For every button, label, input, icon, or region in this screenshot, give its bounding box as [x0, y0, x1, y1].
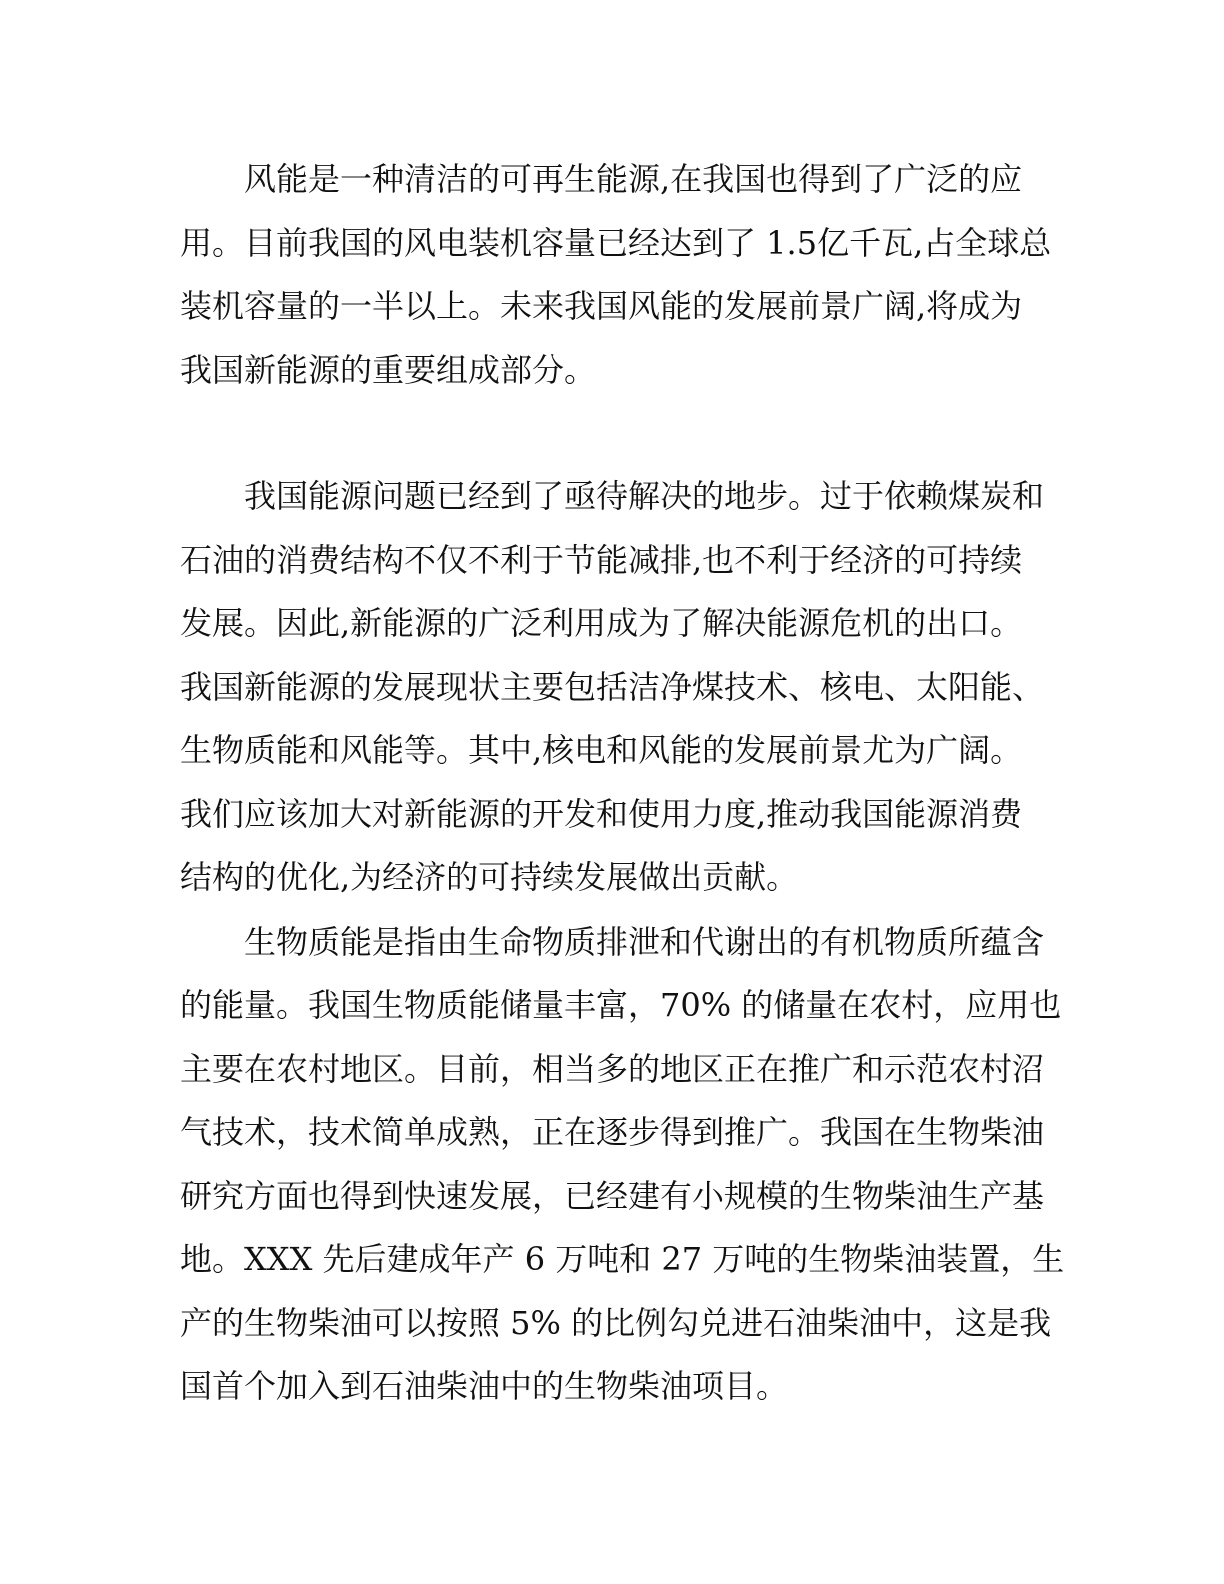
text-line: 生物质能和风能等。其中,核电和风能的发展前景尤为广阔。: [180, 731, 1023, 769]
text-line: 发展。因此,新能源的广泛利用成为了解决能源危机的出口。: [180, 604, 1023, 642]
text-line: 石油的消费结构不仅不利于节能减排,也不利于经济的可持续: [180, 540, 1023, 579]
document-body: [180, 148, 1065, 1419]
text-line: 我们应该加大对新能源的开发和使用力度,推动我国能源消费: [180, 794, 1023, 833]
text-line: 研究方面也得到快速发展，已经建有小规模的生物柴油生产基: [180, 1176, 1045, 1215]
paragraph-energy-problem: [180, 465, 1045, 910]
paragraph-biomass-energy: [180, 911, 1065, 1419]
text-line: 我国新能源的发展现状主要包括洁净煤技术、核电、太阳能、: [180, 667, 1045, 706]
text-line: 我国新能源的重要组成部分。: [180, 350, 597, 389]
text-line: 国首个加入到石油柴油中的生物柴油项目。: [180, 1367, 789, 1405]
text-line: 装机容量的一半以上。未来我国风能的发展前景广阔,将成为: [180, 287, 1023, 325]
text-line: 用。目前我国的风电装机容量已经达到了 1.5亿千瓦,占全球总: [180, 223, 1052, 262]
text-line: 产的生物柴油可以按照 5% 的比例勾兑进石油柴油中，这是我: [180, 1303, 1052, 1342]
text-line: 的能量。我国生物质能储量丰富，70% 的储量在农村，应用也: [180, 986, 1062, 1024]
paragraph-wind-energy: [180, 148, 1052, 402]
text-line: 地。XXX 先后建成年产 6 万吨和 27 万吨的生物柴油装置，生: [180, 1240, 1065, 1278]
text-line: 气技术，技术简单成熟，正在逐步得到推广。我国在生物柴油: [180, 1113, 1045, 1151]
text-line: 生物质能是指由生命物质排泄和代谢出的有机物质所蕴含: [244, 922, 1045, 961]
text-line: 结构的优化,为经济的可持续发展做出贡献。: [180, 858, 799, 896]
text-line: 风能是一种清洁的可再生能源,在我国也得到了广泛的应: [244, 160, 1023, 198]
text-line: 我国能源问题已经到了亟待解决的地步。过于依赖煤炭和: [244, 477, 1045, 515]
text-line: 主要在农村地区。目前，相当多的地区正在推广和示范农村沼: [180, 1049, 1045, 1088]
